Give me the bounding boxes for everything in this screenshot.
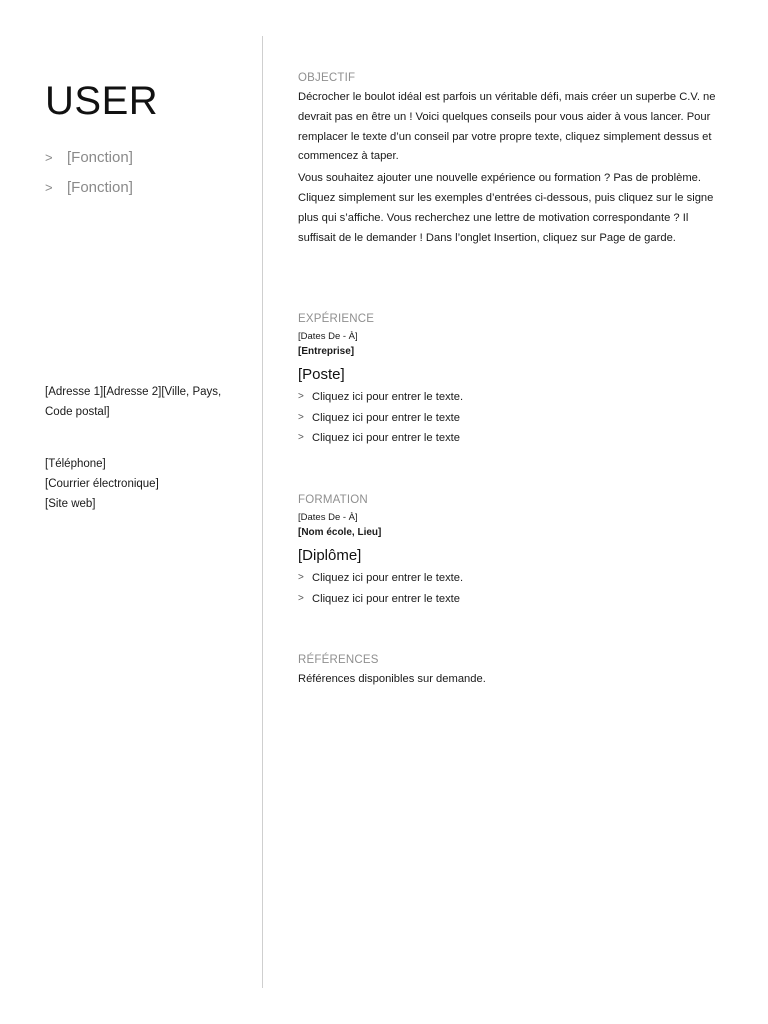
experience-section (298, 311, 726, 449)
formation-bullet-list (298, 568, 726, 609)
experience-dates[interactable]: [Dates De - À] (298, 331, 358, 342)
section-title-experience: EXPÉRIENCE (298, 313, 375, 325)
function-item[interactable] (45, 172, 245, 202)
list-item-text: Cliquez ici pour entrer le texte (312, 592, 460, 605)
contact-block (45, 454, 235, 514)
experience-position[interactable]: [Poste] (298, 366, 345, 383)
phone-field[interactable]: [Téléphone] (45, 458, 106, 470)
section-title-formation: FORMATION (298, 494, 368, 506)
list-item-text: Cliquez ici pour entrer le texte. (312, 391, 464, 403)
experience-company[interactable]: [Entreprise] (298, 346, 355, 357)
chevron-right-icon: > (298, 592, 304, 604)
chevron-right-icon: > (298, 432, 304, 443)
objectif-paragraph-1[interactable]: Décrocher le boulot idéal est parfois un véritable défi, mais créer un superbe C.V. ne devrait pas en être un ! Voici quelques conseils pour vous aider à vous lancer. Pour remplacer le texte d’un conseil par votre propre texte, cliquez simplement dessus et commencez à taper. (298, 91, 716, 163)
list-item[interactable] (298, 568, 726, 589)
email-field[interactable]: [Courrier électronique] (45, 478, 159, 490)
list-item-text: Cliquez ici pour entrer le texte. (312, 572, 464, 584)
formation-section (298, 492, 726, 609)
list-item-text: Cliquez ici pour entrer le texte (312, 432, 460, 444)
chevron-right-icon: > (298, 572, 304, 583)
formation-school[interactable]: [Nom école, Lieu] (298, 527, 382, 538)
list-item[interactable] (298, 589, 726, 610)
list-item[interactable] (298, 387, 726, 408)
section-title-objectif: OBJECTIF (298, 72, 356, 84)
formation-degree[interactable]: [Diplôme] (298, 547, 362, 564)
chevron-right-icon: > (45, 179, 53, 195)
formation-dates[interactable]: [Dates De - À] (298, 512, 358, 523)
list-item[interactable] (298, 428, 726, 449)
objectif-paragraph-2[interactable]: Vous souhaitez ajouter une nouvelle expérience ou formation ? Pas de problème. Cliquez simplement sur les exemples d’entrées ci-dessous, puis cliquez sur le signe plus qui s’affiche. Vous recherchez une lettre de motivation correspondante ? Il suffisait de le demander ! Dans l’onglet Insertion, cliquez sur Page de garde. (298, 172, 714, 244)
website-field[interactable]: [Site web] (45, 498, 96, 510)
person-name[interactable]: USER (45, 79, 159, 123)
list-item-text: Cliquez ici pour entrer le texte (312, 411, 460, 424)
address-field[interactable]: [Adresse 1][Adresse 2][Ville, Pays, Code postal] (45, 386, 222, 418)
function-label: [Fonction] (67, 148, 133, 166)
chevron-right-icon: > (45, 149, 53, 165)
column-divider (262, 36, 263, 988)
objectif-section (298, 70, 726, 248)
section-title-references: RÉFÉRENCES (298, 654, 379, 666)
left-column (45, 78, 245, 202)
references-text[interactable]: Références disponibles sur demande. (298, 673, 486, 685)
chevron-right-icon: > (298, 391, 304, 402)
function-label: [Fonction] (67, 178, 133, 196)
experience-bullet-list (298, 387, 726, 449)
function-list (45, 142, 245, 202)
references-section (298, 652, 726, 690)
chevron-right-icon: > (298, 411, 304, 423)
list-item[interactable] (298, 408, 726, 429)
function-item[interactable] (45, 142, 245, 172)
